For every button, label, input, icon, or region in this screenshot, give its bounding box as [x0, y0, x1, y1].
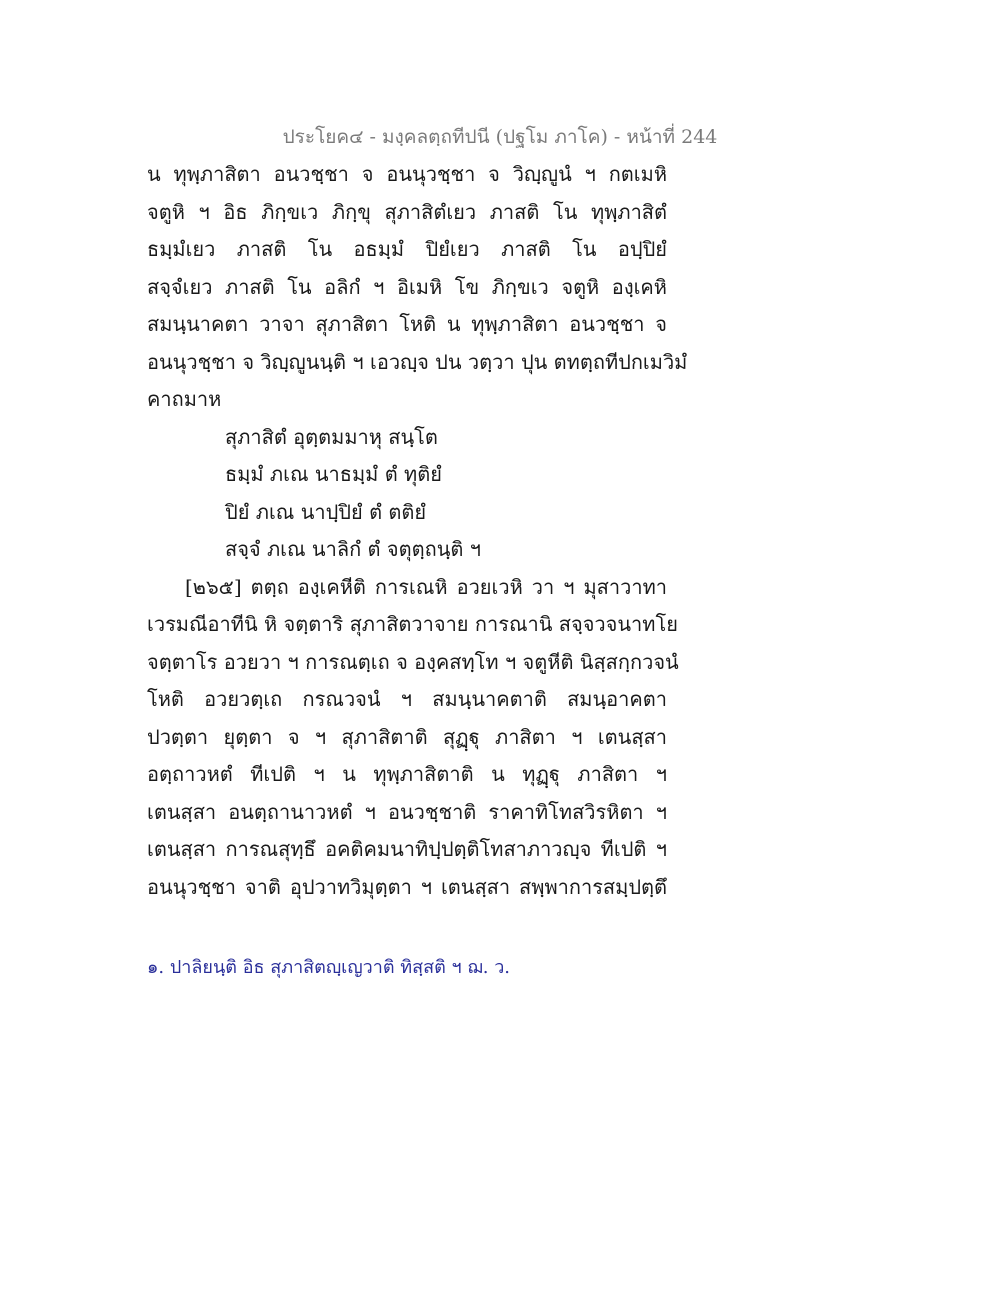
footnote: ๑. ปาลิยนฺติ อิธ สุภาสิตญฺเญวาติ ทิสฺสติ ฯ ฌ. ว.: [147, 957, 511, 978]
page-header-text: ประโยค๔ - มงฺคลตฺถทีปนี (ปฐโม ภาโค) - หน้าที่ 244: [282, 126, 718, 148]
body-line: น ทุพฺภาสิตา อนวชฺชา จ อนนุวชฺชา จ วิญฺญูนํ ฯ กตเมหิ: [147, 162, 667, 186]
page-body: [147, 156, 688, 906]
verse-line: ธมฺมํ ภเณ นาธมฺมํ ตํ ทุติยํ: [225, 462, 442, 486]
commentary-line: อตฺถาวหตํ ทีเปติ ฯ น ทุพฺภาสิตาติ น ทุฏฺฐุ ภาสิตา ฯ: [147, 762, 667, 786]
body-line: สจฺจํเยว ภาสติ โน อลิกํ ฯ อิเมหิ โข ภิกฺขเว จตูหิ องฺเคหิ: [147, 274, 667, 299]
body-line: ธมฺมํเยว ภาสติ โน อธมฺมํ ปิยํเยว ภาสติ โน อปฺปิยํ: [147, 237, 667, 261]
commentary-line: เตนสฺสา การณสุทฺธึ อคติคมนาทิปฺปตฺติโทสาภาวญฺจ ทีเปติ ฯ: [147, 837, 667, 861]
commentary-line: จตฺตาโร อวยวา ฯ การณตฺเถ จ องฺคสทฺโท ฯ จตูหีติ นิสฺสกฺกวจนํ: [147, 649, 679, 674]
commentary-line: เวรมณีอาทีนิ หิ จตฺตาริ สุภาสิตวาจาย การณานิ สจฺจวจนาทโย: [147, 612, 678, 636]
body-line: อนนุวชฺชา จ วิญฺญูนนฺติ ฯ เอวญฺจ ปน วตฺวา ปุน ตทตฺถทีปกเมวิมํ: [147, 349, 688, 374]
verse-line: ปิยํ ภเณ นาปฺปิยํ ตํ ตติยํ: [225, 499, 427, 524]
commentary-line: อนนุวชฺชา จาติ อุปวาทวิมุตฺตา ฯ เตนสฺสา สพฺพาการสมฺปตฺตึ: [147, 874, 667, 899]
commentary-line: โหติ อวยวตฺเถ กรณวจนํ ฯ สมนฺนาคตาติ สมนฺอาคตา: [147, 687, 667, 711]
verse-line: สจฺจํ ภเณ นาลิกํ ตํ จตุตฺถนฺติ ฯ: [225, 537, 481, 561]
body-line: จตูหิ ฯ อิธ ภิกฺขเว ภิกฺขุ สุภาสิตํเยว ภาสติ โน ทุพฺภาสิตํ: [147, 199, 667, 224]
verse-line: สุภาสิตํ อุตฺตมมาหุ สนฺโต: [225, 424, 438, 449]
commentary-line: [๒๖๕] ตตฺถ องฺเคหีติ การเณหิ อวยเวหิ วา ฯ มุสาวาทา: [185, 574, 667, 599]
body-line: คาถมาห: [147, 387, 222, 411]
body-line: สมนฺนาคตา วาจา สุภาสิตา โหติ น ทุพฺภาสิตา อนวชฺชา จ: [147, 312, 667, 336]
commentary-line: ปวตฺตา ยุตฺตา จ ฯ สุภาสิตาติ สุฏฺฐุ ภาสิตา ฯ เตนสฺสา: [147, 724, 667, 749]
commentary-line: เตนสฺสา อนตฺถานาวหตํ ฯ อนวชฺชาติ ราคาทิโทสวิรหิตา ฯ: [147, 799, 667, 824]
page-header: [0, 122, 1000, 152]
